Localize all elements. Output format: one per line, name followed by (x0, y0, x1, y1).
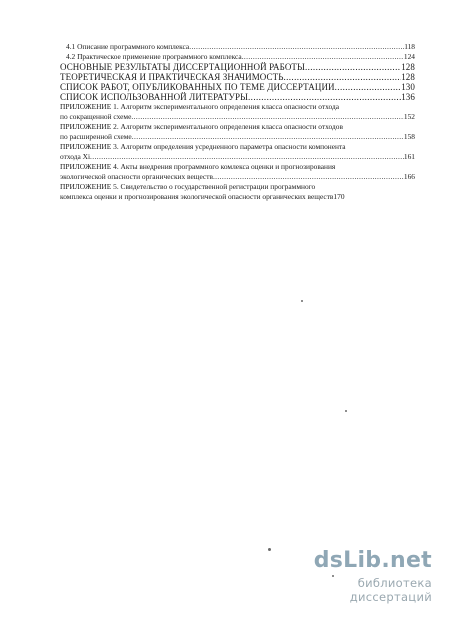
toc-entry-title: ПРИЛОЖЕНИЕ 3. Алгоритм определения усредненного параметра опасности компонента (60, 142, 346, 151)
toc-entry (60, 42, 415, 52)
toc-entry-page: 158 (403, 132, 415, 141)
toc-leader-dots (132, 132, 404, 142)
toc-entry-page: 128 (401, 72, 415, 82)
toc-entry-appendix-4 (60, 162, 415, 182)
toc-entry (60, 92, 415, 102)
toc-entry-title: 4.2 Практическое применение программного комплекса (66, 52, 242, 61)
toc-entry-page: 124 (403, 52, 415, 61)
toc-leader-dots (305, 62, 401, 72)
toc-entry-continuation (60, 112, 415, 122)
toc-entry (60, 52, 415, 62)
toc-leader-dots (283, 72, 401, 82)
toc-entry-appendix-5 (60, 182, 415, 202)
toc-entry-title: ПРИЛОЖЕНИЕ 1. Алгоритм экспериментального определения класса опасности отхода (60, 102, 340, 111)
scan-speck (345, 410, 347, 412)
toc-entry (60, 62, 415, 72)
toc-entry-title-cont: отхода Xi (60, 152, 91, 161)
toc-entry-page: 170 (333, 192, 345, 201)
table-of-contents (60, 42, 415, 202)
scan-speck (301, 300, 303, 302)
toc-entry-title: 4.1 Описание программного комплекса (66, 42, 190, 51)
watermark-brand (272, 546, 432, 574)
toc-entry-page: 128 (401, 62, 415, 72)
toc-entry-title-cont: экологической опасности органических веществ (60, 172, 213, 181)
toc-entry-page: 161 (403, 152, 415, 161)
toc-leader-dots (335, 82, 402, 92)
toc-entry-page: 118 (404, 42, 415, 51)
toc-entry-title: ПРИЛОЖЕНИЕ 5. Свидетельство о государственной регистрации программного (60, 182, 316, 191)
watermark (272, 546, 432, 604)
toc-entry-page: 136 (401, 92, 415, 102)
toc-entry-title-cont: по расширенной схеме (60, 132, 132, 141)
toc-entry-title: СПИСОК РАБОТ, ОПУБЛИКОВАННЫХ ПО ТЕМЕ ДИССЕРТАЦИИ (60, 82, 335, 92)
toc-leader-dots (131, 112, 404, 122)
toc-entry-title: ОСНОВНЫЕ РЕЗУЛЬТАТЫ ДИССЕРТАЦИОННОЙ РАБОТЫ (60, 62, 305, 72)
toc-entry-title: ПРИЛОЖЕНИЕ 4. Акты внедрения программного комлекса оценки и прогнозирования (60, 162, 336, 171)
toc-entry-title: ПРИЛОЖЕНИЕ 2. Алгоритм экспериментального определения класса опасности отходов (60, 122, 343, 131)
toc-entry-appendix-2 (60, 122, 415, 142)
toc-entry-continuation (60, 132, 415, 142)
toc-entry (60, 72, 415, 82)
toc-entry-title-cont: по сокращенной схеме (60, 112, 132, 121)
toc-entry-continuation (60, 192, 415, 202)
toc-entry (60, 82, 415, 92)
toc-entry-appendix-1 (60, 102, 415, 122)
toc-entry-page: 130 (401, 82, 415, 92)
watermark-logo: dsLib.net (313, 547, 432, 573)
toc-entry-continuation (60, 172, 415, 182)
toc-leader-dots (189, 42, 404, 52)
toc-entry-continuation (60, 152, 415, 162)
toc-leader-dots (90, 152, 404, 162)
toc-entry-page: 152 (403, 112, 415, 121)
toc-entry-appendix-3 (60, 142, 415, 162)
toc-entry-page: 166 (403, 172, 415, 181)
scan-speck (268, 548, 271, 551)
toc-leader-dots (242, 52, 404, 62)
toc-leader-dots (213, 172, 404, 182)
toc-entry-title: ТЕОРЕТИЧЕСКАЯ И ПРАКТИЧЕСКАЯ ЗНАЧИМОСТЬ (60, 72, 284, 82)
toc-entry-title-cont: комплекса оценки и прогнозирования экологической опасности органических веществ (60, 192, 334, 201)
toc-entry-title: СПИСОК ИСПОЛЬЗОВАННОЙ ЛИТЕРАТУРЫ (60, 92, 249, 102)
watermark-tagline: библиотека диссертаций (349, 576, 432, 604)
toc-leader-dots (248, 92, 401, 102)
